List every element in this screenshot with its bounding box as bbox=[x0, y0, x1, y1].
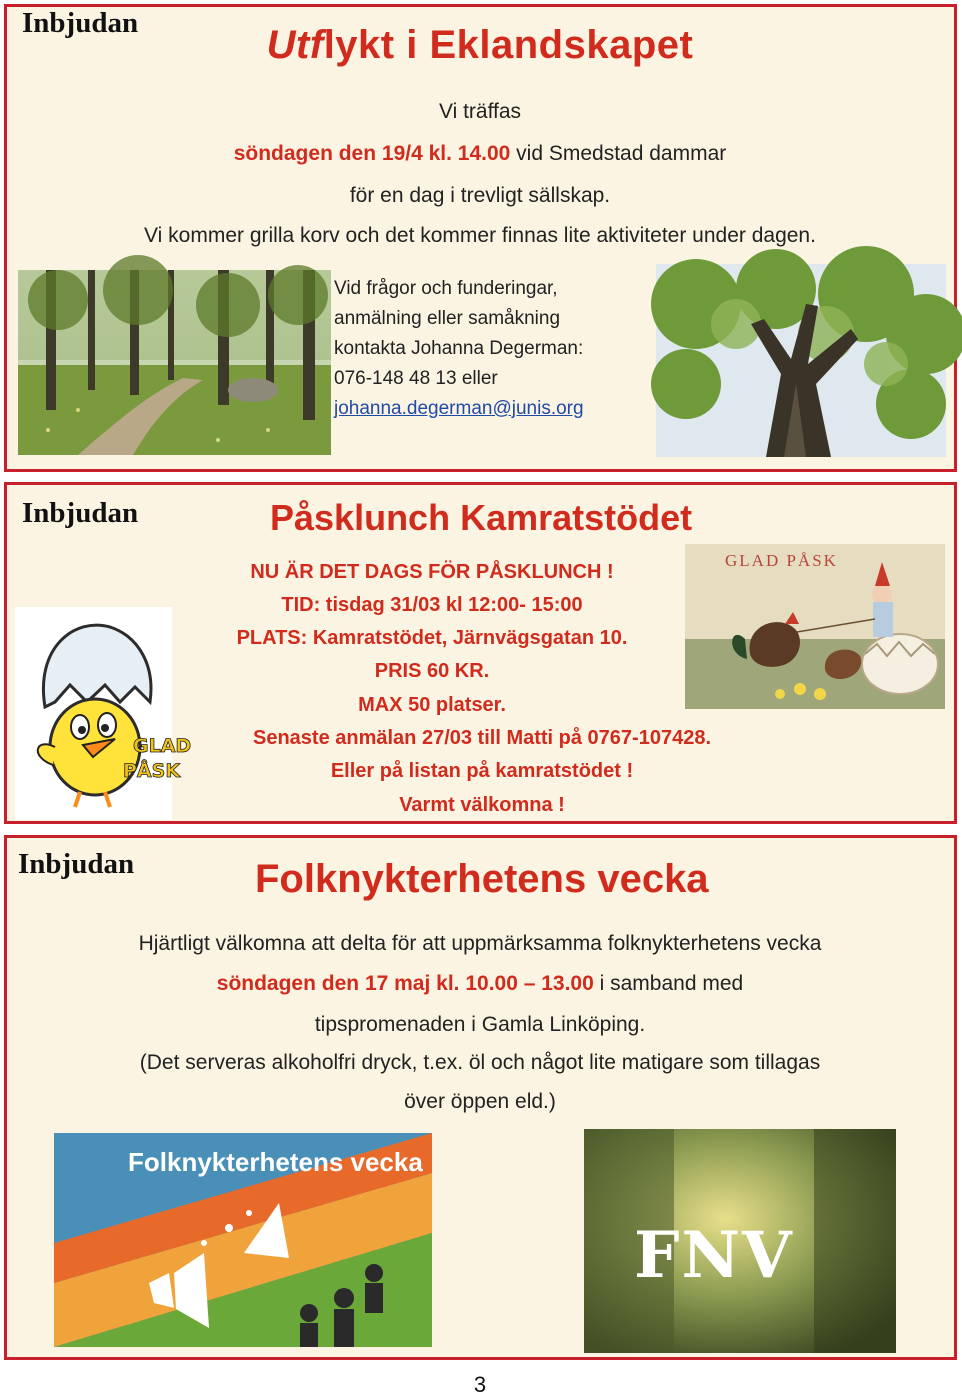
max-seats-line: MAX 50 platser. bbox=[358, 694, 506, 716]
invitation-line: Hjärtligt välkomna att delta för att uppmärksamma folknykterhetens vecka bbox=[138, 932, 822, 955]
email-link[interactable]: johanna.degerman@junis.org bbox=[334, 398, 584, 419]
registration-line: Senaste anmälan 27/03 till Matti på 0767-107428. bbox=[252, 727, 712, 749]
quiz-walk-line: tipspromenaden i Gamla Linköping. bbox=[314, 1013, 646, 1036]
date-line: söndagen den 17 maj kl. 10.00 – 13.00 i samband med bbox=[216, 972, 744, 995]
time-line: TID: tisdag 31/03 kl 12:00- 15:00 bbox=[281, 594, 583, 616]
oak-tree-photo bbox=[656, 264, 946, 457]
contact-line: Vid frågor och funderingar, bbox=[334, 278, 558, 299]
temperance-week-title: Folknykterhetens vecka bbox=[255, 857, 709, 901]
list-line: Eller på listan på kamratstödet ! bbox=[330, 760, 634, 782]
section-heading: Inbjudan bbox=[22, 7, 139, 39]
contact-line: 076-148 48 13 eller bbox=[334, 368, 498, 389]
contact-line: anmälning eller samåkning bbox=[334, 308, 561, 329]
temperance-week-banner bbox=[54, 1133, 432, 1347]
price-line: PRIS 60 KR. bbox=[374, 660, 490, 682]
refreshments-line: (Det serveras alkoholfri dryck, t.ex. öl och något lite matigare som tillagas bbox=[139, 1051, 821, 1074]
activities-line: Vi kommer grilla korv och det kommer finnas lite aktiviteter under dagen. bbox=[144, 224, 816, 247]
company-line: för en dag i trevligt sällskap. bbox=[349, 184, 611, 207]
easter-chick-illustration bbox=[15, 607, 192, 820]
date-line: söndagen den 19/4 kl. 14.00 vid Smedstad dammar bbox=[233, 142, 727, 165]
outing-title: Utflykt i Eklandskapet bbox=[266, 23, 694, 67]
chick-text: GLAD bbox=[133, 735, 192, 757]
forest-photo bbox=[18, 270, 331, 455]
section-heading: Inbjudan bbox=[18, 848, 135, 880]
fnv-logo bbox=[584, 1129, 896, 1353]
easter-lunch-title: Påsklunch Kamratstödet bbox=[270, 497, 693, 538]
place-line: PLATS: Kamratstödet, Järnvägsgatan 10. bbox=[236, 627, 628, 649]
card-text: GLAD PÅSK bbox=[725, 551, 838, 570]
vintage-easter-card bbox=[685, 544, 945, 709]
meeting-line: Vi träffas bbox=[438, 100, 522, 123]
welcome-line: Varmt välkomna ! bbox=[399, 794, 565, 816]
contact-line: kontakta Johanna Degerman: bbox=[334, 338, 584, 359]
chick-text: PÅSK bbox=[123, 760, 181, 782]
section-heading: Inbjudan bbox=[22, 497, 139, 529]
announcement-line: NU ÄR DET DAGS FÖR PÅSKLUNCH ! bbox=[250, 561, 614, 583]
refreshments-line-2: över öppen eld.) bbox=[404, 1090, 556, 1113]
banner-text: Folknykterhetens vecka bbox=[128, 1147, 423, 1177]
page-number: 3 bbox=[473, 1372, 487, 1397]
fnv-text: FNV bbox=[634, 1218, 794, 1293]
